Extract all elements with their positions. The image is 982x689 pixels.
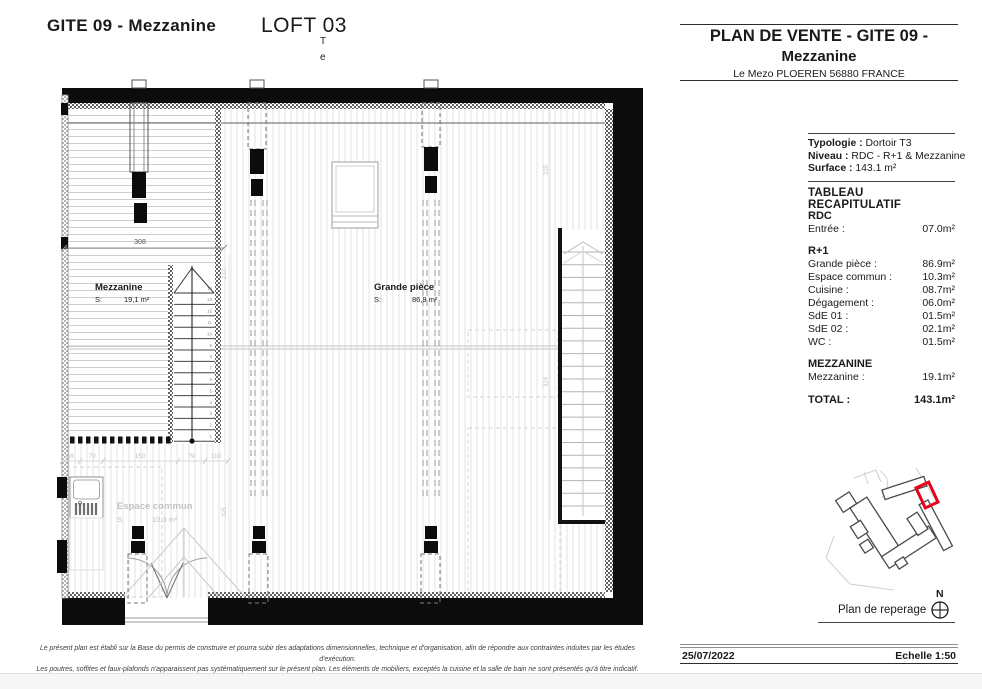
wall-top: [62, 88, 643, 103]
disclaimer: [30, 644, 645, 676]
stair-main: [560, 228, 608, 522]
section-row: Espace commun : 10.3m²: [808, 271, 955, 283]
panel-address: Le Mezo PLOEREN 56880 FRANCE: [733, 68, 905, 80]
dim-235: 235: [544, 164, 550, 176]
dim-308: 308: [134, 239, 146, 246]
wall-left: [57, 95, 68, 598]
info-panel: [680, 0, 966, 688]
svg-text:13: 13: [206, 297, 212, 303]
skylight: [332, 162, 378, 228]
label-mezzanine-area: 19,1 m²: [124, 295, 150, 304]
typology-row: Niveau : RDC - R+1 & Mezzanine: [808, 150, 966, 162]
dim-324: 324: [544, 376, 550, 388]
label-mezzanine-s: S:: [95, 295, 103, 304]
svg-text:9: 9: [209, 342, 212, 348]
dim-110: 110: [210, 453, 222, 460]
section-row: Cuisine : 08.7m²: [808, 284, 955, 296]
svg-text:7: 7: [209, 365, 212, 371]
typology-rows: [808, 133, 966, 182]
loft-title: LOFT 03: [261, 14, 347, 37]
dim-48: 48: [66, 453, 74, 460]
reperage-label: Plan de reperage: [838, 604, 927, 616]
mezzanine-edge-rail: [215, 103, 221, 443]
section-heading: MEZZANINE: [808, 358, 873, 370]
wall-right: [613, 88, 643, 625]
label-grande-piece-area: 86,9 m²: [412, 295, 438, 304]
total-row: TOTAL : 143.1m²: [808, 394, 955, 406]
label-mezzanine: Mezzanine: [95, 282, 143, 293]
wall-right-liner: [605, 109, 613, 592]
dim-79: 79: [187, 453, 195, 460]
panel-title-line1: PLAN DE VENTE - GITE 09 -: [709, 27, 929, 45]
wall-top-liner: [66, 103, 605, 109]
loft-subtext-2: e: [320, 52, 326, 63]
site-plan: [820, 466, 962, 598]
label-espace-commun: Espace commun: [117, 501, 193, 512]
label-espace-commun-area: 10,3 m²: [152, 515, 178, 524]
label-grande-piece-s: S:: [374, 295, 382, 304]
section-row: WC : 01.5m²: [808, 336, 955, 348]
rule-footer-double: [680, 644, 958, 648]
rule-header-bottom: [680, 80, 958, 81]
svg-text:10: 10: [206, 331, 212, 337]
sheet-title: GITE 09 - Mezzanine: [47, 16, 217, 35]
svg-text:11: 11: [207, 320, 212, 325]
disclaimer-line-2: Les poutres, soffites et faux-plafonds n'apparaissent pas systématiquement sur le présent plan. Les éléments de mobiliers, exceptés la cuisine et la salle de bain ne sont présentés qu'à titre indicatif.: [36, 666, 639, 674]
rule-footer-bottom: [680, 663, 958, 664]
dim-325: 325: [222, 506, 228, 518]
rule-reperage: [818, 622, 955, 623]
wall-bottom-left: [62, 598, 125, 625]
date-label: 25/07/2022: [682, 650, 735, 662]
scale-label: Echelle 1:50: [895, 650, 956, 662]
section-row: Grande pièce : 86.9m²: [808, 258, 955, 270]
wall-bottom-right: [208, 598, 643, 625]
disclaimer-line-1: Le présent plan est établi sur la Base du permis de construire et pourra subir des adaptations dimensionnelles, technique et d'organisation, afin de répondre aux contraintes induites par les études d'exécution.: [39, 645, 636, 663]
svg-text:2: 2: [209, 422, 212, 428]
stair-rail-left: [168, 265, 173, 443]
recap-sections: [808, 210, 955, 406]
section-row: SdE 01 : 01.5m²: [808, 310, 955, 322]
section-row: Mezzanine : 19.1m²: [808, 371, 955, 383]
dim-233: 233: [222, 268, 228, 280]
section-heading: RDC: [808, 210, 832, 222]
label-grande-piece: Grande pièce: [374, 282, 435, 293]
svg-text:14: 14: [206, 285, 212, 291]
typology-row: Typologie : Dortoir T3: [808, 138, 912, 149]
recap-title: TABLEAU RECAPITULATIF: [808, 187, 902, 211]
svg-text:3: 3: [209, 411, 212, 417]
label-espace-commun-s: S:: [117, 515, 125, 524]
section-heading: R+1: [808, 245, 829, 257]
section-row: Entrée : 07.0m²: [808, 223, 955, 235]
panel-title-line2: Mezzanine: [781, 48, 857, 65]
north-label: N: [936, 588, 944, 600]
svg-text:1: 1: [209, 434, 212, 439]
svg-text:4: 4: [209, 399, 212, 405]
dim-70: 70: [88, 453, 96, 460]
svg-text:6: 6: [209, 377, 212, 382]
loft-subtext-1: T: [320, 36, 327, 47]
svg-text:8: 8: [209, 354, 212, 360]
dim-150: 150: [134, 453, 146, 460]
section-row: SdE 02 : 02.1m²: [808, 323, 955, 335]
rule-header-top: [680, 24, 958, 25]
compass-icon: [930, 600, 950, 620]
svg-text:5: 5: [209, 388, 212, 394]
svg-text:12: 12: [206, 308, 212, 314]
typology-row: Surface : 143.1 m²: [808, 163, 897, 175]
section-row: Dégagement : 06.0m²: [808, 297, 955, 309]
